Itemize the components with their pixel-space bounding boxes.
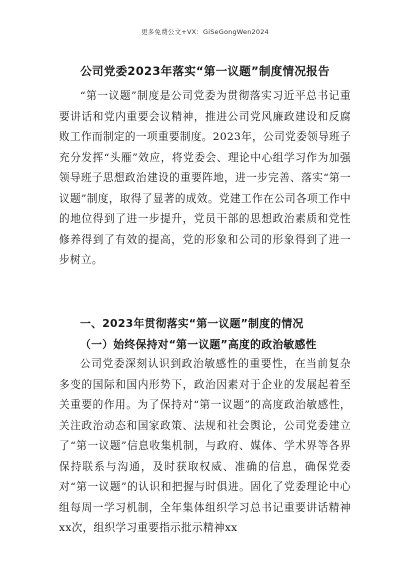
intro-paragraph: “第一议题”制度是公司党委为贯彻落实习近平总书记重要讲话和党内重要会议精神，推进公司党风廉政建设和反腐败工作而制定的一项重要制度。2023年，公司党委领导班子充分发挥“头雁”效应，将党委会、理论中心组学习作为加强领导班子思想政治建设的重要阵地，进一步完善、落实“第一议题”制度，取得了显著的成效。党建工作在公司各项工作中的地位得到了进一步提升，党员干部的思想政治素质和党性修养得到了有效的提高，党的形象和公司的形象得到了进一步树立。 (59, 90, 351, 266)
section-heading-1: 一、2023年贯彻落实“第一议题”制度的情况 (80, 317, 304, 330)
body-paragraph: 公司党委深刻认识到政治敏感性的重要性，在当前复杂多变的国际和国内形势下，政治因素对于企业的发展起着至关重要的作用。为了保持对“第一议题”的高度政治敏感性，关注政治动态和国家政策、法规和社会舆论，公司党委建立了“第一议题”信息收集机制，与政府、媒体、学术界等各界保持联系与沟通，及时获取权威、准确的信息，确保党委对“第一议题”的认识和把握与时俱进。固化了党委理论中心组每周一学习机制，全年集体组织学习总书记重要讲话精神xx次，组织学习重要指示批示精神xx (59, 358, 351, 534)
header-note: 更多免费公文+VX：GiSeGongWen2024 (141, 28, 269, 36)
body-block (59, 354, 351, 539)
intro-block (59, 86, 351, 271)
subsection-heading-1: （一）始终保持对“第一议题”高度的政治敏感性 (80, 338, 317, 351)
document-title: 公司党委2023年落实“第一议题”制度情况报告 (80, 64, 330, 78)
